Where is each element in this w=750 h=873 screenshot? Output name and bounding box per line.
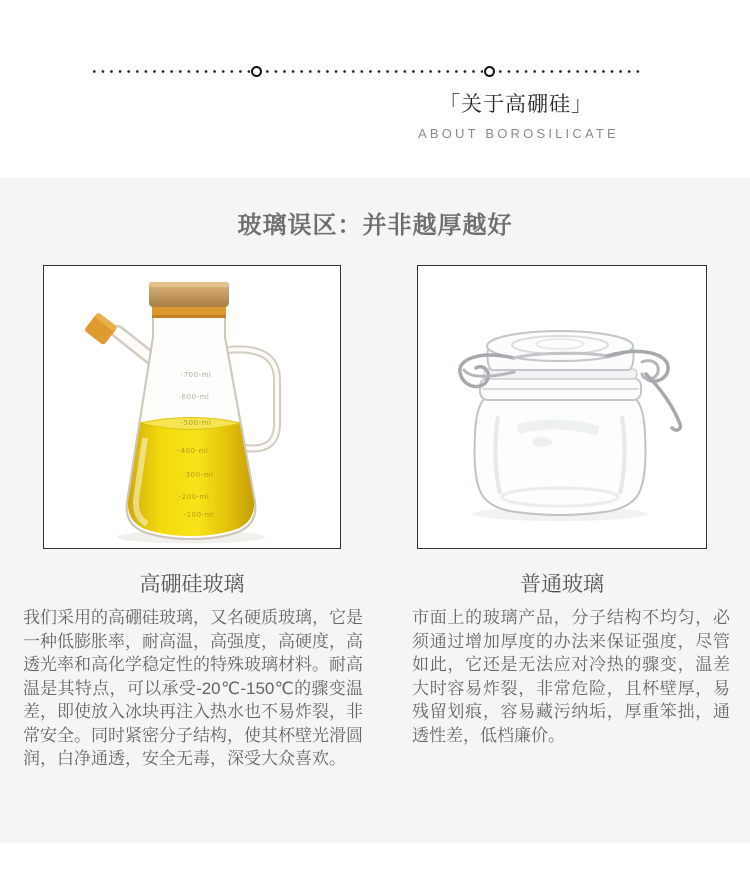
svg-text:-400-ml: -400-ml <box>177 447 209 455</box>
dotted-line-segment <box>496 70 645 73</box>
section-title-block <box>418 92 619 141</box>
svg-text:-600-ml: -600-ml <box>178 393 210 401</box>
dotted-divider <box>90 65 645 78</box>
content-section <box>0 178 750 843</box>
oil-bottle-illustration <box>44 266 340 548</box>
glass-jar-illustration <box>418 266 706 548</box>
section-subtitle: ABOUT BOROSILICATE <box>418 126 619 141</box>
svg-text:-100-ml: -100-ml <box>183 511 215 519</box>
content-heading: 玻璃误区：并非越厚越好 <box>237 212 513 239</box>
label-borosilicate-glass: 高硼硅玻璃 <box>139 573 245 596</box>
borosilicate-description: 我们采用的高硼硅玻璃，又名硬质玻璃，它是一种低膨胀率，耐高温，高强度，高硬度，高透光率和高化学稳定性的特殊玻璃材料。耐高温是其特点，可以承受-20℃-150℃的骤变温差，即使放入冰块再注入热水也不易炸裂，非常安全。同时紧密分子结构，使其杯壁光滑圆润，白净通透，安全无毒，深受大众喜欢。 <box>23 608 363 768</box>
section-title: 「关于高硼硅」 <box>439 93 593 116</box>
dotted-line-segment <box>90 70 250 73</box>
svg-text:-500-ml: -500-ml <box>180 419 212 427</box>
ordinary-glass-description: 市面上的玻璃产品，分子结构不均匀，必须通过增加厚度的办法来保证强度，尽管如此，它还是无法应对冷热的骤变，温差大时容易炸裂，非常危险，且杯壁厚，易残留划痕，容易藏污纳垢，厚重笨拙，通透性差，低档廉价。 <box>412 608 730 745</box>
svg-text:-200-ml: -200-ml <box>178 493 210 501</box>
label-ordinary-glass: 普通玻璃 <box>520 573 604 596</box>
ordinary-jar-photo <box>417 265 707 549</box>
divider-circle-icon <box>484 66 495 77</box>
svg-text:-700-ml: -700-ml <box>180 371 212 379</box>
divider-circle-icon <box>251 66 262 77</box>
borosilicate-bottle-photo <box>43 265 341 549</box>
dotted-line-segment <box>263 70 483 73</box>
svg-text:-300-ml: -300-ml <box>182 471 214 479</box>
header-section <box>0 0 750 178</box>
